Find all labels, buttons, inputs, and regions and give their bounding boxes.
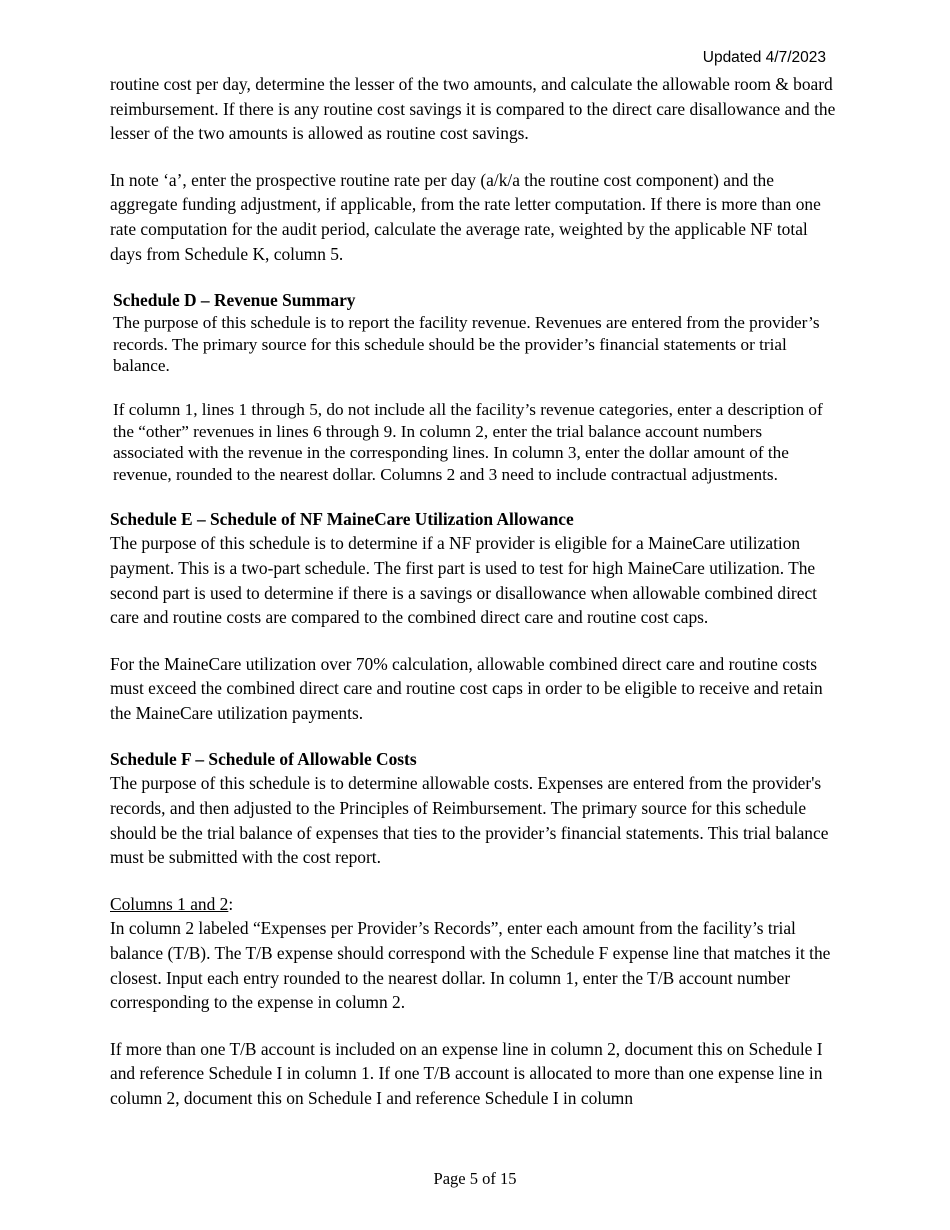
schedule-e-paragraph-1: The purpose of this schedule is to determine if a NF provider is eligible for a MaineCare utilization payment. This is a two-part schedule. The first part is used to test for high MaineCare utilization. The second part is used to determine if there is a savings or disallowance when allowable combined direct care and routine costs are compared to the combined direct care and routine cost caps.	[110, 533, 817, 628]
schedule-e-heading: Schedule E – Schedule of NF MaineCare Utilization Allowance	[110, 509, 574, 530]
updated-date: Updated 4/7/2023	[702, 49, 826, 66]
page-content	[110, 72, 836, 1111]
note-a-paragraph: In note ‘a’, enter the prospective routine rate per day (a/k/a the routine cost component) and the aggregate funding adjustment, if applicable, from the rate letter computation. If there is more than one rate computation for the audit period, calculate the average rate, weighted by the applicable NF total days from Schedule K, column 5.	[110, 169, 821, 264]
schedule-f-paragraph-2: In column 2 labeled “Expenses per Provider’s Records”, enter each amount from the facility’s trial balance (T/B). The T/B expense should correspond with the Schedule F expense line that matches it the closest. Input each entry rounded to the nearest dollar. In column 1, enter the T/B account number corresponding to the expense in column 2.	[110, 918, 831, 1013]
schedule-d-paragraph-1: The purpose of this schedule is to report the facility revenue. Revenues are entered from the provider’s records. The primary source for this schedule should be the provider’s financial statements or trial balance.	[113, 313, 820, 376]
schedule-f-paragraph-1: The purpose of this schedule is to determine allowable costs. Expenses are entered from the provider's records, and then adjusted to the Principles of Reimbursement. The primary source for this schedule should be the trial balance of expenses that ties to the provider’s financial statements. This trial balance must be submitted with the cost report.	[110, 773, 829, 868]
schedule-d-heading: Schedule D – Revenue Summary	[113, 290, 356, 311]
schedule-d-paragraph-2: If column 1, lines 1 through 5, do not include all the facility’s revenue categories, enter a description of the “other” revenues in lines 6 through 9. In column 2, enter the trial balance account numbers associated with the revenue in the corresponding lines. In column 3, enter the dollar amount of the revenue, rounded to the nearest dollar. Columns 2 and 3 need to include contractual adjustments.	[113, 399, 823, 484]
columns-subheading-colon: :	[228, 893, 234, 914]
schedule-f-paragraph-3: If more than one T/B account is included on an expense line in column 2, document this on Schedule I and reference Schedule I in column 1. If one T/B account is allocated to more than one expense line in column 2, document this on Schedule I and reference Schedule I in column	[110, 1038, 823, 1108]
intro-continuation-paragraph: routine cost per day, determine the lesser of the two amounts, and calculate the allowable room & board reimbursement. If there is any routine cost savings it is compared to the direct care disallowance and the lesser of the two amounts is allowed as routine cost savings.	[110, 74, 836, 144]
columns-subheading-text: Columns 1 and 2	[110, 893, 229, 914]
schedule-e-paragraph-2: For the MaineCare utilization over 70% calculation, allowable combined direct care and routine costs must exceed the combined direct care and routine cost caps in order to be eligible to receive and retain the MaineCare utilization payments.	[110, 653, 823, 723]
schedule-f-heading: Schedule F – Schedule of Allowable Costs	[110, 749, 417, 770]
columns-subheading	[110, 892, 836, 917]
page-number: Page 5 of 15	[433, 1169, 517, 1188]
